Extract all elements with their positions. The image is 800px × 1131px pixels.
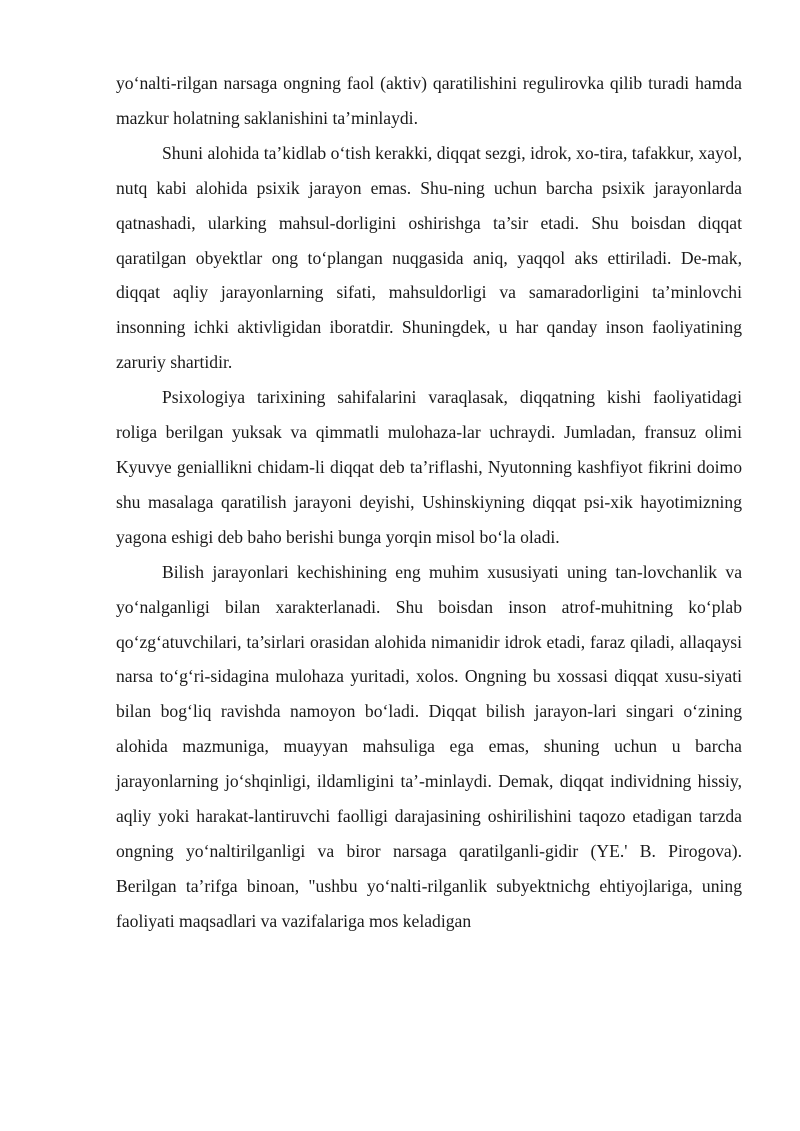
paragraph-attention-not-separate-process: Shuni alohida ta’kidlab o‘tish kerakki, diqqat sezgi, idrok, xo-tira, tafakkur, xayol, nutq kabi alohida psixik jarayon emas. Shu-ning uchun barcha psixik jarayonlarda qatnashadi, ularking mahsul-dorligini oshirishga ta’sir etadi. Shu boisdan diqqat qaratilgan obyektlar ong to‘plangan nuqgasida aniq, yaqqol aks ettiriladi. De-mak, diqqat aqliy jarayonlarning sifati, mahsuldorligi va samaradorligini ta’minlovchi insonning ichki aktivligidan iboratdir. Shuningdek, u har qanday inson faoliyatining zaruriy shartidir. [116, 142, 742, 373]
paragraph-continuation: yo‘nalti-rilgan narsaga ongning faol (aktiv) qaratilishini regulirovka qilib turadi hamda mazkur holatning saklanishini ta’minlaydi. [116, 73, 742, 128]
paragraph-history-of-psychology: Psixologiya tarixining sahifalarini varaqlasak, diqqatning kishi faoliyatidagi roliga berilgan yuksak va qimmatli mulohaza-lar uchraydi. Jumladan, fransuz olimi Kyuvye geniallikni chidam-li diqqat deb ta’riflashi, Nyutonning kashfiyot fikrini doimo shu masalaga qaratilish jarayoni deyishi, Ushinskiyning diqqat psi-xik hayotimizning yagona eshigi deb baho berishi bunga yorqin misol bo‘la oladi. [116, 387, 742, 547]
document-page [116, 66, 742, 939]
paragraph-cognitive-processes: Bilish jarayonlari kechishining eng muhim xususiyati uning tan-lovchanlik va yo‘nalganligi bilan xarakterlanadi. Shu boisdan inson atrof-muhitning ko‘plab qo‘zg‘atuvchilari, ta’sirlari orasidan alohida nimanidir idrok etadi, faraz qiladi, allaqaysi narsa to‘g‘ri-sidagina mulohaza yuritadi, xolos. Ongning bu xossasi diqqat xusu-siyati bilan bog‘liq ravishda namoyon bo‘ladi. Diqqat bilish jarayon-lari singari o‘zining alohida mazmuniga, muayyan mahsuliga ega emas, shuning uchun u barcha jarayonlarning jo‘shqinligi, ildamligini ta’-minlaydi. Demak, diqqat individning hissiy, aqliy yoki harakat-lantiruvchi faolligi darajasining oshirilishini taqozo etadigan tarzda ongning yo‘naltirilganligi va biror narsaga qaratilganli-gidir (YE.' B. Pirogova). Berilgan ta’rifga binoan, "ushbu yo‘nalti-rilganlik subyektnichg ehtiyojlariga, uning faoliyati maqsadlari va vazifalariga mos keladigan [116, 561, 742, 931]
